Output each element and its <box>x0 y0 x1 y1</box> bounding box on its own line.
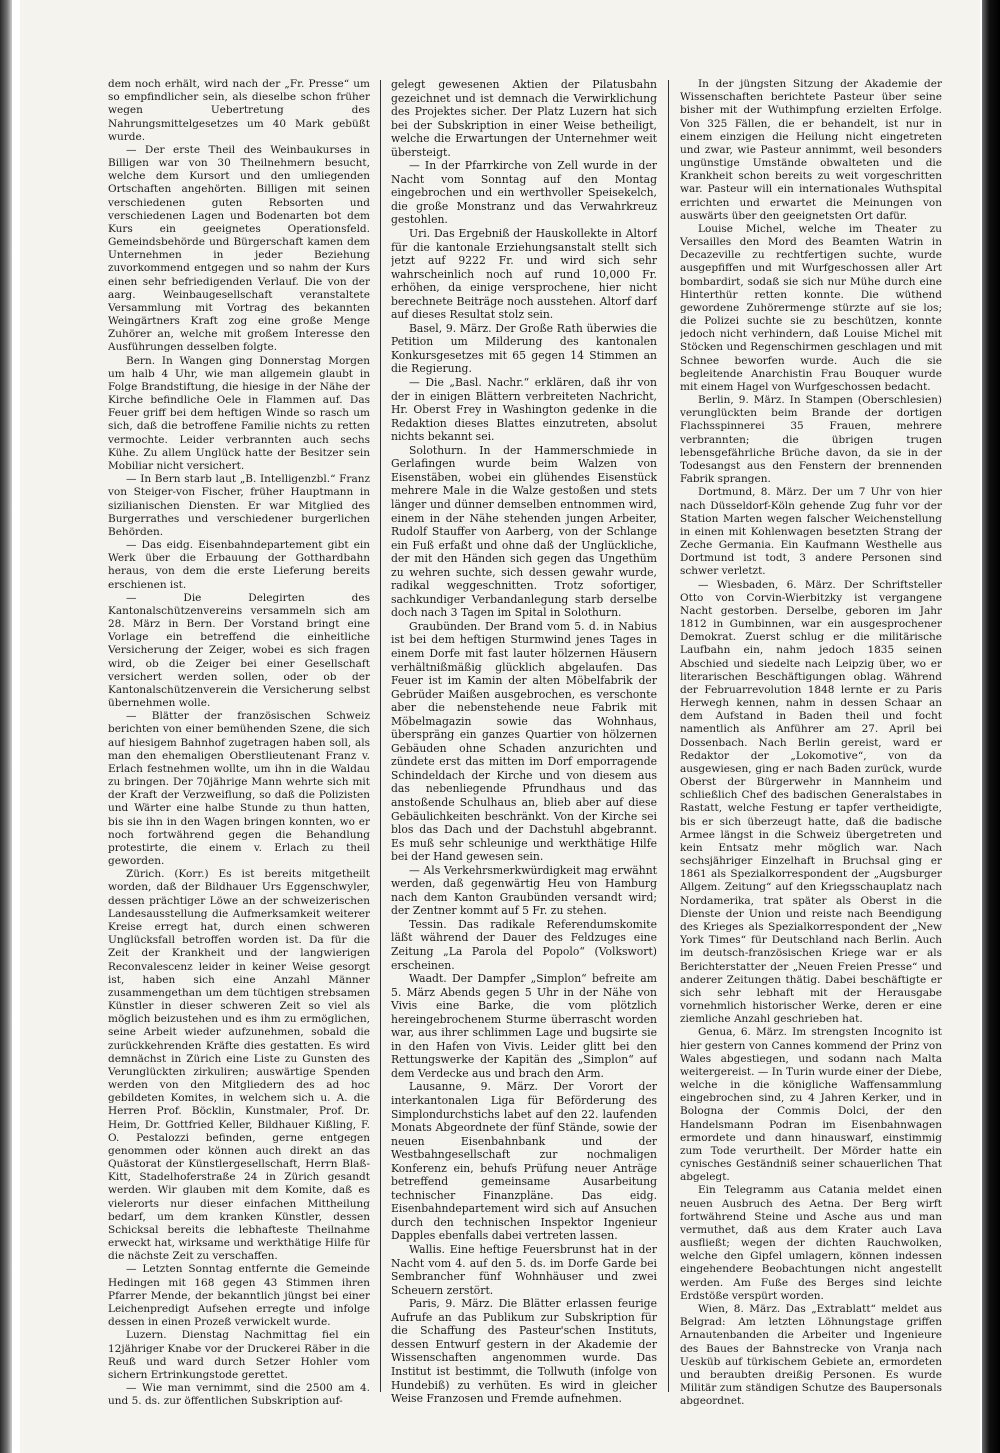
scan-shadow-right <box>982 0 1000 1453</box>
paragraph: — Das eidg. Eisenbahndepartement gibt ein Werk über die Erbauung der Gotthardbahn heraus, von dem die erste Lieferung bereits erschienen ist. <box>108 539 370 591</box>
paragraph: Genua, 6. März. Im strengsten Incognito ist hier gestern von Cannes kommend der Prinz von Wales abgestiegen, und sodann nach Malta weitergereist. — In Turin wurde einer der Diebe, welche in die königliche Waffensammlung eingebrochen sind, zu 4 Jahren Kerker, und in Bologna der Commis Dolci, der den Handelsmann Podran im Eisenbahnwagen ermordete und dann hinauswarf, einstimmig zum Tode verurtheilt. Der Mörder hatte ein cynisches Geständniß seiner schauerlichen That abgelegt. <box>680 1026 942 1184</box>
paragraph: Zürich. (Korr.) Es ist bereits mitgetheilt worden, daß der Bildhauer Urs Eggenschwyler, dessen prächtiger Löwe an der schweizerischen Landesausstellung die Aufmerksamkeit weiterer Kreise erregt hat, durch einen schweren Unglücksfall betroffen worden ist. Da für die Zeit der Krankheit und der langwierigen Reconvalescenz leider in keiner Weise gesorgt ist, haben sich eine Anzahl Männer zusammengethan um dem tüchtigen strebsamen Künstler in dieser schweren Zeit so viel als möglich beizustehen und es ihm zu ermöglichen, seine Arbeit wieder aufzunehmen, sobald die zurückkehrenden Kräfte dies gestatten. Es wird demnächst in Zürich eine Liste zu Gunsten des Verunglückten zirkuliren; auswärtige Spenden werden von den Mitgliedern des ad hoc gebildeten Komites, in welchem sich u. A. die Herren Prof. Böcklin, Kunstmaler, Prof. Dr. Heim, Dr. Gottfried Keller, Bildhauer Kißling, F. O. Pestalozzi befinden, gerne entgegen genommen oder können auch direkt an das Quästorat der Künstlergesellschaft, Herrn Blaß-Kitt, Stadelhoferstraße 24 in Zürich gesandt werden. Wir glauben mit dem Komite, daß es vielerorts nur dieser einfachen Mittheilung bedarf, um dem kranken Künstler, dessen Schicksal bereits die lebhafteste Theilnahme erweckt hat, wirksame und werkthätige Hilfe für die nächste Zeit zu verschaffen. <box>108 868 370 1263</box>
paragraph: — Die Delegirten des Kantonalschützenvereins versammeln sich am 28. März in Bern. Der Vorstand bringt eine Vorlage ein betreffend die einheitliche Versicherung der Zeiger, wobei es sich fragen wird, ob die Zeiger bei einer Gesellschaft versichert werden sollen, oder ob der Kantonalschützenverein die Versicherung selbst übernehmen wolle. <box>108 591 370 710</box>
paragraph: — Die „Basl. Nachr.“ erklären, daß ihr von der in einigen Blättern verbreiteten Nachricht, Hr. Oberst Frey in Washington gedenke in die Redaktion dieses Blattes einzutreten, absolut nichts bekannt sei. <box>391 376 657 444</box>
paragraph: — Blätter der französischen Schweiz berichten von einer bemühenden Szene, die sich auf hiesigem Bahnhof zugetragen haben soll, als man den ehemaligen Oberstlieutenant Franz v. Erlach festnehmen wollte, um ihn in die Waldau zu bringen. Der 70jährige Mann wehrte sich mit der Kraft der Verzweiflung, so daß die Polizisten und Wärter eine halbe Stunde zu thun hatten, bis sie ihn in den Wagen bringen konnten, wo er noch fortwährend gegen die Behandlung protestirte, die einem v. Erlach zu theil geworden. <box>108 710 370 868</box>
paragraph: Luzern. Dienstag Nachmittag fiel ein 12jähriger Knabe vor der Druckerei Räber in die Reuß und ward durch Setzer Hohler vom sichern Ertrinkungstode gerettet. <box>108 1329 370 1381</box>
text-column-2 <box>391 78 657 1408</box>
paragraph: — Wie man vernimmt, sind die 2500 am 4. und 5. ds. zur öffentlichen Subskription auf- <box>108 1382 370 1408</box>
newspaper-page <box>20 0 980 1453</box>
text-column-3 <box>680 78 942 1408</box>
paragraph: Berlin, 9. März. In Stampen (Oberschlesien) verunglückten beim Brande der dortigen Flachsspinnerei 35 Frauen, mehrere verbrannten; die übrigen trugen lebensgefährliche Brüche davon, da sie in der Todesangst aus den Fenstern der brennenden Fabrik sprangen. <box>680 394 942 486</box>
paragraph: Wallis. Eine heftige Feuersbrunst hat in der Nacht vom 4. auf den 5. ds. im Dorfe Garde bei Sembrancher fünf Wohnhäuser und zwei Scheuern zerstört. <box>391 1243 657 1297</box>
paragraph: — Als Verkehrsmerkwürdigkeit mag erwähnt werden, daß gegenwärtig Heu von Hamburg nach dem Kanton Graubünden versandt wird; der Zentner kommt auf 5 Fr. zu stehen. <box>391 863 657 918</box>
paragraph: Louise Michel, welche im Theater zu Versailles den Mord des Beamten Watrin in Decazeville zu rechtfertigen suchte, wurde ausgepfiffen und mit Wurfgeschossen aller Art bombardirt, sodaß sie sich nur Mühe durch eine Hinterthür retten konnte. Die wüthend gewordene Zuhörermenge stürzte auf sie los; die Polizei suchte sie zu beschützen, konnte jedoch nicht verhindern, daß Louise Michel mit Stöcken und Regenschirmen geschlagen und mit Schnee beworfen wurde. Auch die sie begleitende Anarchistin Frau Bouquer wurde mit einem Hagel von Wurfgeschossen bedacht. <box>680 222 942 393</box>
column-rule-2 <box>668 80 669 1392</box>
paragraph: dem noch erhält, wird nach der „Fr. Presse“ um so empfindlicher sein, als dieselbe schon früher wegen Uebertretung des Nahrungsmittelgesetzes um 40 Mark gebüßt wurde. <box>108 78 370 143</box>
text-column-1 <box>108 78 370 1408</box>
paragraph: gelegt gewesenen Aktien der Pilatusbahn gezeichnet und ist demnach die Verwirklichung des Projektes sicher. Der Platz Luzern hat sich bei der Subskription in einer Weise betheiligt, welche die Erwartungen der Unternehmer weit übersteigt. <box>391 78 657 159</box>
paragraph: — Der erste Theil des Weinbaukurses in Billigen war von 30 Theilnehmern besucht, welche dem Kursort und den umliegenden Ortschaften angehörten. Billigen mit seinen verschiedenen guten Rebsorten und verschiedenen Lagen und Bodenarten bot dem Kurs ein geeignetes Operationsfeld. Gemeindsbehörde und Bürgerschaft kamen dem Unternehmen in jeder Beziehung zuvorkommend entgegen und so nahm der Kurs einen sehr befriedigenden Verlauf. Die von der aarg. Weinbaugesellschaft veranstaltete Versammlung mit Vortrag des bekannten Weingärtners Kraft zog eine große Menge Zuhörer an, welche mit großem Interesse den Ausführungen desselben folgte. <box>108 143 370 354</box>
paragraph: Bern. In Wangen ging Donnerstag Morgen um halb 4 Uhr, wie man allgemein glaubt in Folge Brandstiftung, die hiesige in der Nähe der Kirche befindliche Oele in Flammen auf. Das Feuer griff bei dem heftigen Winde so rasch um sich, daß die betroffene Familie nichts zu retten vermochte. Leider verbrannten auch sechs Kühe. Zu allem Unglück hatte der Besitzer sein Mobiliar nicht versichert. <box>108 354 370 472</box>
paragraph: Basel, 9. März. Der Große Rath überwies die Petition um Milderung des kantonalen Konkursgesetzes mit 65 gegen 14 Stimmen an die Regierung. <box>391 321 657 376</box>
paragraph: Uri. Das Ergebniß der Hauskollekte in Altorf für die kantonale Erziehungsanstalt stellt sich jetzt auf 9222 Fr. und wird sich sehr wahrscheinlich noch auf rund 10,000 Fr. erhöhen, da einige versprochene, hier nicht berechnete Beiträge noch ausstehen. Altorf darf auf dieses Resultat stolz sein. <box>391 227 657 322</box>
paragraph: — Wiesbaden, 6. März. Der Schriftsteller Otto von Corvin-Wierbitzky ist vergangene Nacht gestorben. Derselbe, geboren im Jahr 1812 in Gumbinnen, war ein ausgesprochener Demokrat. Zuerst schlug er die militärische Laufbahn ein, nahm jedoch 1835 seinen Abschied und siedelte nach Leipzig über, wo er literarischen Beschäftigungen oblag. Während der Februarrevolution 1848 lernte er zu Paris Herwegh kennen, nahm in dessen Schaar an dem Aufstand in Baden theil und focht namentlich als Anführer am 27. April bei Dossenbach. Nach Berlin gereist, ward er Redaktor der „Lokomotive“, von da ausgewiesen, ging er nach Baden zurück, wurde Oberst der Bürgerwehr in Mannheim und schließlich Chef des badischen Generalstabes in Rastatt, welche Festung er tapfer vertheidigte, bis er sich überzeugt hatte, daß die badische Armee längst in die Schweiz übergetreten und kein Entsatz mehr möglich war. Nach sechsjähriger Einzelhaft in Bruchsal ging er 1861 als Spezialkorrespondent der „Augsburger Allgem. Zeitung“ auf den Kriegsschauplatz nach Nordamerika, trat später als Oberst in die Dienste der Union und reiste nach Beendigung des Krieges als Spezialkorrespondent der „New York Times“ für Deutschland nach Berlin. Auch im deutsch-französischen Kriege war er als Berichterstatter der „Neuen Freien Presse“ und anderer Zeitungen thätig. Dabei beschäftigte er sich sehr lebhaft mit der Herausgabe vornehmlich historischer Werke, deren er eine ziemliche Anzahl geschrieben hat. <box>680 578 942 1026</box>
paragraph: Tessin. Das radikale Referendumskomite läßt während der Dauer des Feldzuges eine Zeitung „La Parola del Popolo“ (Volkswort) erscheinen. <box>391 917 657 972</box>
paragraph: Ein Telegramm aus Catania meldet einen neuen Ausbruch des Aetna. Der Berg wirft fortwährend Steine und Asche aus und man vermuthet, daß aus dem Krater auch Lava ausfließt; wegen der dichten Rauchwolken, welche den Gipfel umlagern, können indessen eingehendere Beobachtungen nicht angestellt werden. Am Fuße des Berges sind leichte Erdstöße verspürt worden. <box>680 1184 942 1302</box>
scan-shadow-left <box>0 0 12 1453</box>
paragraph: Lausanne, 9. März. Der Vorort der interkantonalen Liga für Beförderung des Simplondurchstichs labet auf den 22. laufenden Monats Abgeordnete der fünf Stände, sowie der neuen Eisenbahnbank und der Westbahngesellschaft zur nochmaligen Konferenz ein, behufs Prüfung neuer Anträge betreffend gemeinsame Ausarbeitung technischer Finanzpläne. Das eidg. Eisenbahndepartement wird sich auf Ansuchen durch den technischen Inspektor Ingenieur Dapples ebenfalls dabei vertreten lassen. <box>391 1080 657 1243</box>
paragraph: Waadt. Der Dampfer „Simplon“ befreite am 5. März Abends gegen 5 Uhr in der Nähe von Vivis eine Barke, die vom plötzlich hereingebrochenem Sturme überrascht worden war, aus ihrer schlimmen Lage und bugsirte sie in den Hafen von Vivis. Leider glitt bei den Rettungswerke der Kapitän des „Simplon“ auf dem Verdecke aus und brach den Arm. <box>391 972 657 1080</box>
paragraph: — In Bern starb laut „B. Intelligenzbl.“ Franz von Steiger-von Fischer, früher Hauptmann in sizilianischen Diensten. Er war Mitglied des Burgerrathes und verschiedener burgerlichen Behörden. <box>108 473 370 538</box>
paragraph: Solothurn. In der Hammerschmiede in Gerlafingen wurde beim Walzen von Eisenstäben, wobei ein glühendes Eisenstück mehrere Male in die Walze gestoßen und stets länger und dünner demselben entnommen wird, einem in der Nähe stehenden jungen Arbeiter, Rudolf Stauffer von Aarberg, von der Schlange ein Fuß erfaßt und ohne daß der Unglückliche, der mit den Händen sich gegen das Ungethüm zu wehren suchte, sich dessen gewahr wurde, radikal weggeschnitten. Trotz sofortiger, sachkundiger Verbandanlegung starb derselbe doch nach 3 Tagen im Spital in Solothurn. <box>391 443 657 620</box>
column-rule-1 <box>380 80 381 1392</box>
paragraph: Graubünden. Der Brand vom 5. d. in Nabius ist bei dem heftigen Sturmwind jenes Tages in einem Dorfe mit fast lauter hölzernen Häusern verhältnißmäßig glücklich abgelaufen. Das Feuer ist im Kamin der alten Möbelfabrik der Gebrüder Maißen ausgebrochen, es verschonte aber die nebenstehende neue Fabrik mit Möbelmagazin sowie das Wohnhaus, überspräng ein ganzes Quartier von hölzernen Gebäuden ohne Schaden anzurichten und zündete erst das mitten im Dorf emporragende Schindeldach der Kirche und von diesem aus das nebenliegende Pfrundhaus und das anstoßende Schulhaus an, blieb aber auf diese Gebäulichkeiten beschränkt. Von der Kirche sei blos das Dach und der Dachstuhl abgebrannt. Es muß sehr schleunige und werkthätige Hilfe bei der Hand gewesen sein. <box>391 619 657 864</box>
paragraph: Dortmund, 8. März. Der um 7 Uhr von hier nach Düsseldorf-Köln gehende Zug fuhr vor der Station Marten wegen falscher Weichenstellung in einen mit Kohlenwagen besetzten Strang der Zeche Germania. Ein Kaufmann Westhelle aus Dortmund ist todt, 3 andere Personen sind schwer verletzt. <box>680 486 942 578</box>
paragraph: In der jüngsten Sitzung der Akademie der Wissenschaften berichtete Pasteur über seine bisher mit der Wuthimpfung erzielten Erfolge. Von 325 Fällen, die er behandelt, ist nur in einem einzigen die Heilung nicht eingetreten und zwar, wie Pasteur annimmt, weil besonders ungünstige Umstände obwalteten und die Krankheit schon bereits zu weit vorgeschritten war. Pasteur will ein internationales Wuthspital errichten und erwartet die Meinungen von auswärts über den geeignetsten Ort dafür. <box>680 78 942 222</box>
paragraph: Wien, 8. März. Das „Extrablatt“ meldet aus Belgrad: Am letzten Löhnungstage griffen Arnautenbanden die Arbeiter und Ingenieure des Baues der Bahnstrecke von Vranja nach Uesküb auf türkischem Gebiete an, ermordeten und beraubten dreißig Personen. Es wurde Militär zum ständigen Schutze des Baupersonals abgeordnet. <box>680 1302 942 1408</box>
paragraph: — Letzten Sonntag entfernte die Gemeinde Hedingen mit 168 gegen 43 Stimmen ihren Pfarrer Mende, der bekanntlich jüngst bei einer Leichenpredigt Aufsehen erregte und infolge dessen in einen Prozeß verwickelt wurde. <box>108 1263 370 1329</box>
paragraph: — In der Pfarrkirche von Zell wurde in der Nacht vom Sonntag auf den Montag eingebrochen und ein werthvoller Speisekelch, die große Monstranz und das Verwahrkreuz gestohlen. <box>391 159 657 227</box>
paragraph: Paris, 9. März. Die Blätter erlassen feurige Aufrufe an das Publikum zur Subskription für die Schaffung des Pasteur'schen Instituts, dessen Entwurf gestern in der Akademie der Wissenschaften angenommen wurde. Das Institut ist bestimmt, die Tollwuth (infolge von Hundebiß) zu verhüten. Es wird in gleicher Weise Franzosen und Fremde aufnehmen. <box>391 1297 657 1406</box>
